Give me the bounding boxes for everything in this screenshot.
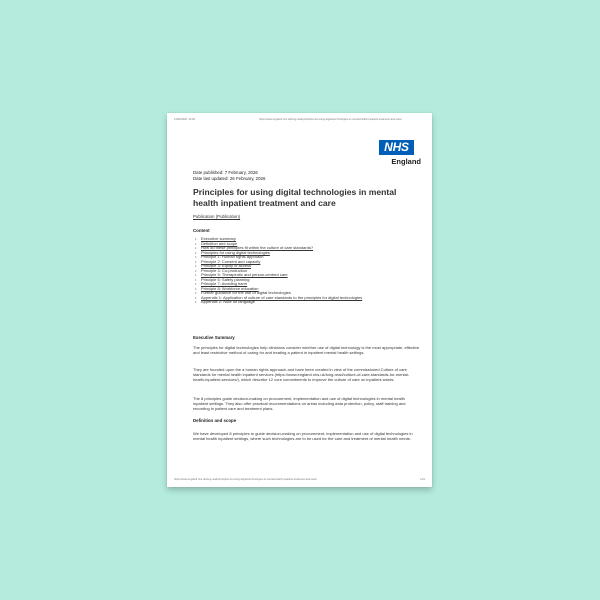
date-updated: Date last updated: 26 February, 2026 <box>193 176 266 181</box>
publication-meta <box>193 170 265 182</box>
executive-summary-paragraph-3: The 8 principles guide decision-making on procurement, implementation and use of digital technologies in mental health inpatient settings. They also offer practical recommendations on areas including data protection, policy, staff training and recording in patient care and treatment plans. <box>193 396 406 411</box>
contents-item-label: Further guidance for the use of digital technologies <box>201 290 291 295</box>
executive-summary-paragraph-2: They are founded upon the a human rights approach and have been created in view of the commissioned Culture of care standards for mental health inpatient services (https://www.england.nhs.uk/long-read/culture-of-care-standards-for-mental-health-inpatient-services/), which describe 12 core commitments to improve the culture of care on inpatient wards. <box>193 367 410 382</box>
contents-item-label: Appendix 1: Application of culture of care standards to the principles for digital technologies <box>201 294 363 300</box>
contents-item-label: Principle 6: Safety planning <box>201 276 250 282</box>
contents-item-label: Principle 4: Co-production <box>201 267 248 273</box>
page-number: 1/11 <box>420 478 425 481</box>
contents-item-label: Definition and scope <box>201 240 238 246</box>
document-page <box>167 113 432 487</box>
contents-item-label: How do these principles fit within the culture of care standards? <box>201 245 314 250</box>
print-header <box>174 118 425 124</box>
footer-url: https://www.england.nhs.uk/long-read/principles-for-using-digital-technologies-in-mental-health-inpatient-treatment-and-care/ <box>174 478 317 481</box>
definition-paragraph: We have developed 8 principles to guide decision-making on procurement, implementation and use of digital technologies in mental health inpatient settings, where such technologies are to be used for the care and treatment of mental health needs. <box>193 431 413 441</box>
print-date: 27/02/2026, 14:39 <box>174 118 195 121</box>
contents-item-label: Principle 7: Avoiding harm <box>201 281 248 286</box>
contents-item-label: Principle 5: Therapeutic and person-centred care <box>201 272 288 277</box>
contents-item-label: Principle 1: Human rights approach <box>201 254 264 259</box>
contents-item-label: Principle 2: Consent and capacity <box>201 258 261 264</box>
definition-heading: Definition and scope <box>193 418 237 423</box>
print-url: https://www.england.nhs.uk/long-read/principles-for-using-digital-technologies-in-mental-health-inpatient-treatment-and-care/ <box>259 118 402 121</box>
contents-heading: Content <box>193 228 210 233</box>
date-published: Date published: 7 February, 2026 <box>193 170 258 175</box>
nhs-logo-region: England <box>391 157 421 166</box>
page-title: Principles for using digital technologies in mental health inpatient treatment and care <box>193 187 397 208</box>
contents-item-label: Appendix 2: Note on language <box>201 299 255 304</box>
contents-item <box>201 300 362 305</box>
executive-summary-paragraph-1: The principles for digital technologies help clinicians consider whether use of digital technology is the most appropriate, effective and least restrictive method of caring for and treating a patient in inpatient mental health settings. <box>193 345 420 355</box>
contents-item-label: Principle 3: Equity of access <box>201 263 252 268</box>
contents-item-label: Principles for using digital technologies <box>201 249 270 255</box>
contents-item-label: Principle 8: Workforce education <box>201 285 259 291</box>
publication-type-link[interactable]: Publication (Publication) <box>193 214 241 219</box>
executive-summary-heading: Executive Summary <box>193 335 235 340</box>
contents-list <box>201 237 362 305</box>
nhs-logo-mark: NHS <box>379 140 414 155</box>
contents-item-label: Executive summary <box>201 236 236 241</box>
